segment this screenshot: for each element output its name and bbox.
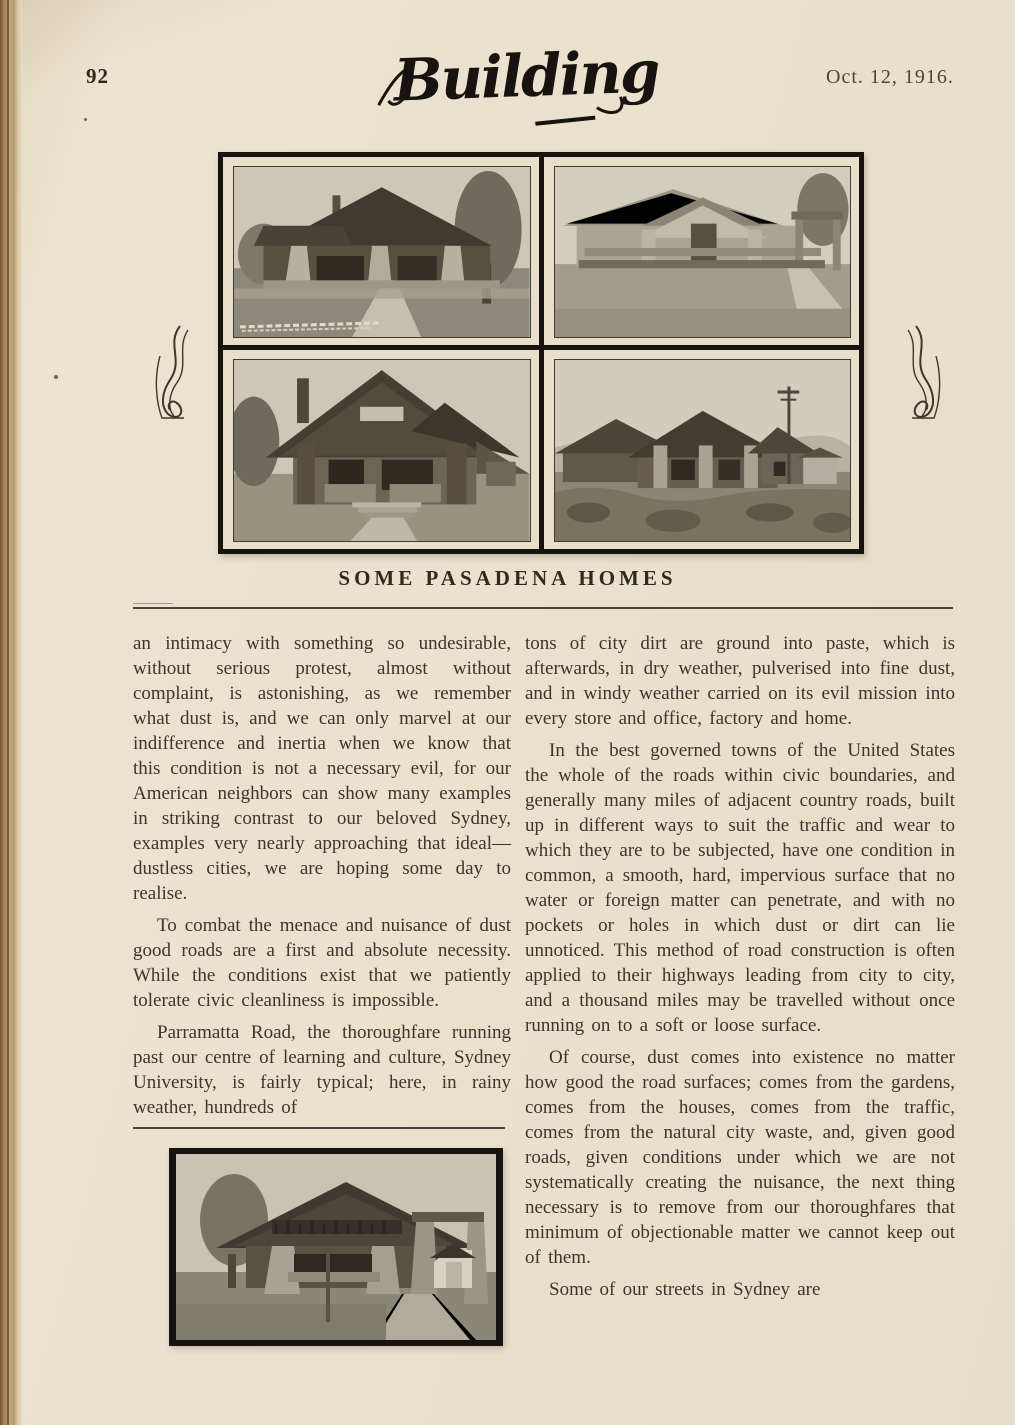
paragraph: an intimacy with something so undesirable, without serious protest, almost without complaint, is astonishing, as we remember what dust is, and we can only marvel at our indifference and inertia when we know that this condition is not a necessary evil, for our American neighbors can show many examples in striking contrast to our beloved Sydney, examples very nearly approaching that ideal—dustless cities, we are hoping some day to realise. — [133, 633, 511, 904]
masthead-text: Building — [392, 37, 660, 115]
paragraph: Of course, dust comes into existence no matter how good the road surfaces; comes from the gardens, comes from the houses, comes from the traffic, comes from the natural city waste, and, given good roads, given conditions under which we are not systematically creating the nuisance, the next thing necessary is to remove from our thoroughfares that minimum of objectionable matter we cannot keep out of them. — [525, 1047, 955, 1268]
photo-bungalow-stone-porch — [233, 166, 531, 338]
paragraph: Parramatta Road, the thoroughfare running past our centre of learning and culture, Sydney University, is fairly typical; here, in rainy weather, hundreds of — [133, 1022, 511, 1118]
photo-cell — [223, 157, 539, 345]
art-nouveau-flourish-right — [902, 322, 946, 432]
paper-speck — [84, 118, 87, 121]
photo-bungalow-street-mountains — [554, 359, 852, 542]
book-binding-edge — [0, 0, 22, 1425]
paper-speck — [54, 375, 58, 379]
paragraph: To combat the menace and nuisance of dust good roads are a first and absolute necessity. While the conditions exist that we patiently tolerate civic cleanliness is impossible. — [133, 915, 511, 1011]
section-rule — [133, 607, 953, 609]
plate-caption: SOME PASADENA HOMES — [338, 566, 677, 590]
binding-crease — [7, 0, 9, 1425]
photo-cell — [223, 350, 539, 549]
photo-plate — [218, 152, 864, 554]
issue-date: Oct. 12, 1916. — [826, 66, 954, 88]
photo-brick-gable-bungalow — [233, 359, 531, 542]
masthead-logo — [356, 30, 699, 138]
building-script-logo — [356, 30, 699, 138]
article-photo-frame — [169, 1148, 503, 1346]
paragraph: In the best governed towns of the United States the whole of the roads within civic boundaries, and generally many miles of adjacent country roads, built up in different ways to suit the traffic and wear to which they are to be subjected, have one condition in common, a smooth, hard, impervious surface that no water or foreign matter can penetrate, and with no pockets or holes in which dust or dirt can lie unnoticed. This method of road construction is often applied to their highways leading from city to city, and a thousand miles may be travelled without once running on to a soft or loose surface. — [525, 740, 955, 1036]
left-column-rule — [133, 1127, 505, 1129]
photo-bungalow-stone-pergola — [176, 1154, 496, 1340]
photo-cell — [544, 157, 860, 345]
photo-bungalow-pergola-lawn — [554, 166, 852, 338]
page-number: 92 — [86, 64, 109, 88]
paragraph: tons of city dirt are ground into paste, which is afterwards, in dry weather, pulverised into fine dust, and in windy weather carried on its evil mission into every store and office, factory and home. — [525, 633, 955, 729]
photo-cell — [544, 350, 860, 549]
paragraph: Some of our streets in Sydney are — [549, 1279, 821, 1300]
art-nouveau-flourish-left — [150, 322, 194, 432]
article-column-right — [525, 631, 955, 1309]
